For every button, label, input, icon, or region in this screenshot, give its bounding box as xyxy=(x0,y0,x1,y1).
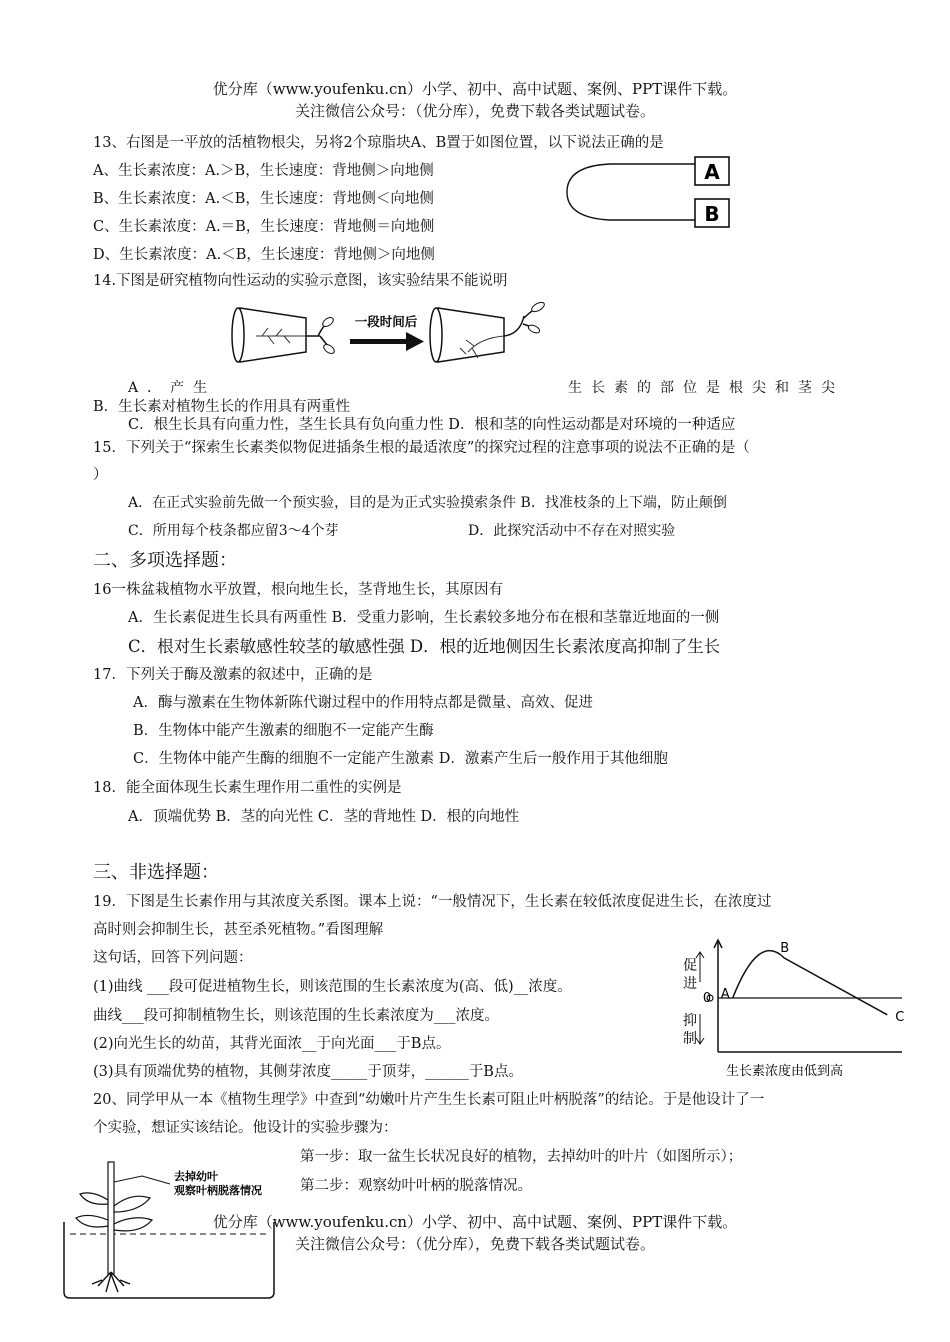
q13-option-c: C、生长素浓度：A.＝B，生长速度：背地侧＝向地侧 xyxy=(93,219,435,235)
q14-option-a-left: A．产生 xyxy=(128,380,217,396)
y-label-promote-2: 进 xyxy=(683,976,697,992)
q16-option-ab: A．生长素促进生长具有两重性 B．受重力影响，生长素较多地分布在根和茎靠近地面的一侧 xyxy=(128,610,720,626)
promote-arrow xyxy=(696,952,704,982)
q20-figure-label-2: 观察叶柄脱落情况 xyxy=(174,1184,262,1197)
q14-option-cd: C．根生长具有向重力性，茎生长具有负向重力性 D．根和茎的向性运动都是对环境的一种适应 xyxy=(128,417,736,433)
point-label-c: C xyxy=(895,1009,905,1025)
q19-sub-2: (2)向光生长的幼苗，其背光面浓__于向光面___于B点。 xyxy=(93,1036,451,1052)
q20-figure-label-1: 去掉幼叶 xyxy=(174,1170,218,1183)
pot-after xyxy=(430,300,546,362)
x-axis-label: 生长素浓度由低到高 xyxy=(726,1064,844,1079)
q14-option-b: B．生长素对植物生长的作用具有两重性 xyxy=(93,399,351,415)
auxin-curve xyxy=(733,951,888,1015)
header-line-2: 关注微信公众号：（优分库），免费下载各类试题试卷。 xyxy=(294,102,655,120)
q19-sub-3: (3)具有顶端优势的植物，其侧芽浓度_____于顶芽，______于B点。 xyxy=(93,1064,523,1080)
q15-option-c: C．所用每个枝条都应留3～4个芽 xyxy=(128,523,339,539)
q19-stem-2: 高时则会抑制生长，甚至杀死植物。”看图理解 xyxy=(93,922,384,938)
q13-option-b: B、生长素浓度：A.＜B，生长速度：背地侧＜向地侧 xyxy=(93,191,434,207)
point-label-b: B xyxy=(780,941,790,956)
q17-option-a: A．酶与激素在生物体新陈代谢过程中的作用特点都是微量、高效、促进 xyxy=(133,695,593,711)
section-3-title: 三、非选择题： xyxy=(93,862,219,883)
point-labels xyxy=(721,941,905,1025)
q13-root-figure xyxy=(565,152,745,234)
q14-figure-label: 一段时间后 xyxy=(354,314,418,329)
y-label-inhibit-1: 抑 xyxy=(683,1013,697,1029)
q19-stem-3: 这句话，回答下列问题： xyxy=(93,950,253,966)
q16-stem: 16一株盆栽植物水平放置，根向地生长，茎背地生长，其原因有 xyxy=(93,582,503,598)
y-label-inhibit-2: 制 xyxy=(683,1031,697,1047)
arrow-right xyxy=(350,332,424,351)
footer-line-2: 关注微信公众号：（优分库），免费下载各类试题试卷。 xyxy=(294,1235,655,1253)
q15-option-d: D．此探究活动中不存在对照实验 xyxy=(468,523,676,539)
q13-stem: 13、右图是一平放的活植物根尖，另将2个琼脂块A、B置于如图位置，以下说法正确的是 xyxy=(93,135,664,151)
section-2-title: 二、多项选择题： xyxy=(93,550,237,571)
q14-stem: 14.下图是研究植物向性运动的实验示意图，该实验结果不能说明 xyxy=(93,273,508,289)
footer-line-1: 优分库（www.youfenku.cn）小学、初中、高中试题、案例、PPT课件下载。 xyxy=(212,1213,738,1231)
point-label-a: A xyxy=(720,987,730,1002)
q15-stem-end: ） xyxy=(93,467,108,483)
inhibit-arrow xyxy=(696,1014,704,1044)
q13-option-a: A、生长素浓度：A.＞B，生长速度：背地侧＞向地侧 xyxy=(93,163,434,179)
q19-sub-1a: (1)曲线 ___段可促进植物生长，则该范围的生长素浓度为(高、低)__浓度。 xyxy=(93,979,572,995)
q19-sub-1b: 曲线___段可抑制植物生长，则该范围的生长素浓度为___浓度。 xyxy=(93,1008,499,1024)
q19-stem-1: 19．下图是生长素作用与其浓度关系图。课本上说：“一般情况下，生长素在较低浓度促进生长，在浓度过 xyxy=(93,894,772,910)
q14-option-a-right: 生长素的部位是根尖和茎尖 xyxy=(568,380,844,396)
q20-stem-2: 个实验，想证实该结论。他设计的实验步骤为： xyxy=(93,1120,398,1136)
q20-step-2: 第二步：观察幼叶叶柄的脱落情况。 xyxy=(300,1178,532,1194)
agar-block-b-label: B xyxy=(704,202,720,226)
auxin-concentration-chart xyxy=(676,930,908,1080)
q14-tropism-figure xyxy=(228,296,558,376)
q20-step-1: 第一步：取一盆生长状况良好的植物，去掉幼叶的叶片（如图所示）； xyxy=(300,1149,743,1165)
q20-stem-1: 20、同学甲从一本《植物生理学》中查到“幼嫩叶片产生生长素可阻止叶柄脱落”的结论。于是他设计了一 xyxy=(93,1092,765,1108)
agar-block-a-label: A xyxy=(704,160,720,184)
q17-option-b: B．生物体中能产生激素的细胞不一定能产生酶 xyxy=(133,723,434,739)
q15-stem: 15．下列关于“探索生长素类似物促进插条生根的最适浓度”的探究过程的注意事项的说法不正确的是（ xyxy=(93,440,750,456)
q17-stem: 17．下列关于酶及激素的叙述中，正确的是 xyxy=(93,667,373,683)
q13-option-d: D、生长素浓度：A.＜B，生长速度：背地侧＞向地侧 xyxy=(93,247,435,263)
y-label-promote-1: 促 xyxy=(683,958,697,974)
q16-option-cd: C．根对生长素敏感性较茎的敏感性强 D．根的近地侧因生长素浓度高抑制了生长 xyxy=(128,637,721,656)
q15-option-ab: A．在正式实验前先做一个预实验，目的是为正式实验摸索条件 B．找准枝条的上下端，防止颠倒 xyxy=(128,495,727,511)
q17-option-cd: C．生物体中能产生酶的细胞不一定能产生激素 D．激素产生后一般作用于其他细胞 xyxy=(133,751,668,767)
pot-before xyxy=(232,308,336,362)
header-line-1: 优分库（www.youfenku.cn）小学、初中、高中试题、案例、PPT课件下载。 xyxy=(212,80,738,98)
q18-stem: 18．能全面体现生长素生理作用二重性的实例是 xyxy=(93,780,402,796)
y-label-zero: 0 xyxy=(702,991,712,1006)
root-tip-outline xyxy=(567,164,695,220)
q18-options: A．顶端优势 B．茎的向光性 C．茎的背地性 D．根的向地性 xyxy=(128,809,520,825)
